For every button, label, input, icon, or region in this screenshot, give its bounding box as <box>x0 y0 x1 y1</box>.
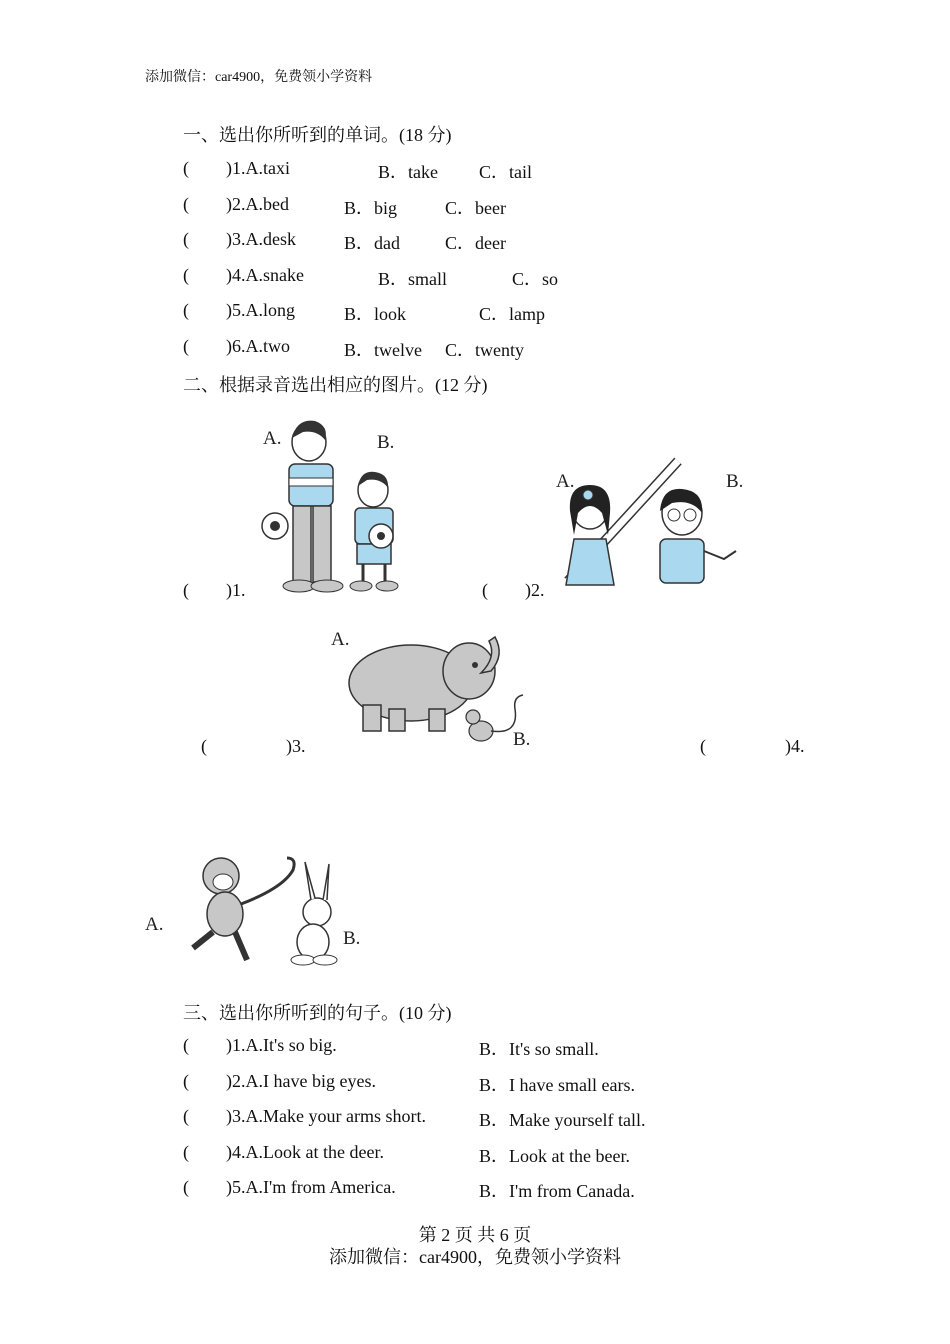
option-a: )4.A.Look at the deer. <box>226 1142 384 1162</box>
label-b: B. <box>343 928 361 949</box>
option-c: C．lamp <box>479 304 545 324</box>
answer-paren: ( <box>183 265 189 285</box>
answer-paren: ( <box>700 736 706 756</box>
answer-paren: ( <box>183 1035 189 1055</box>
option-b: B．look <box>344 304 407 324</box>
option-b: B．big <box>344 198 398 218</box>
answer-paren: ( <box>183 300 189 320</box>
answer-paren: ( <box>183 1106 189 1126</box>
item-number: )1. <box>226 580 246 600</box>
answer-paren: ( <box>183 158 189 178</box>
option-b: B．Make yourself tall. <box>479 1110 646 1130</box>
option-a: )3.A.desk <box>226 229 296 249</box>
option-a: )4.A.snake <box>226 265 304 285</box>
option-a: )5.A.I'm from America. <box>226 1177 396 1197</box>
option-a: )1.A.It's so big. <box>226 1035 337 1055</box>
label-a: A. <box>145 914 164 935</box>
option-a: )5.A.long <box>226 300 295 320</box>
section2-title: 二、根据录音选出相应的图片。(12 分) <box>183 375 488 395</box>
answer-paren: ( <box>183 229 189 249</box>
monkey-rabbit-illustration <box>143 848 365 970</box>
answer-paren: ( <box>183 1142 189 1162</box>
label-a: A. <box>331 629 350 650</box>
item-number: )2. <box>525 580 545 600</box>
option-b: B．Look at the beer. <box>479 1146 630 1166</box>
option-c: C．deer <box>445 233 506 253</box>
option-b: B．I'm from Canada. <box>479 1181 635 1201</box>
answer-paren: ( <box>183 580 189 600</box>
section3-title: 三、选出你所听到的句子。(10 分) <box>183 1003 452 1023</box>
option-a: )2.A.I have big eyes. <box>226 1071 376 1091</box>
option-c: C．so <box>512 269 559 289</box>
header-watermark: 添加微信：car4900，免费领小学资料 <box>145 70 373 85</box>
label-b: B. <box>513 729 531 750</box>
label-a: A. <box>556 471 575 492</box>
option-b: B．It's so small. <box>479 1039 599 1059</box>
answer-paren: ( <box>183 1177 189 1197</box>
elephant-mouse-illustration <box>329 625 535 752</box>
option-b: B．take <box>378 162 438 182</box>
option-b: B．dad <box>344 233 400 253</box>
option-a: )1.A.taxi <box>226 158 290 178</box>
girl-boy-ruler-illustration <box>554 455 748 593</box>
option-c: C．tail <box>479 162 532 182</box>
option-a: )3.A.Make your arms short. <box>226 1106 426 1126</box>
item-number: )3. <box>286 736 306 756</box>
section1-title: 一、选出你所听到的单词。(18 分) <box>183 125 452 145</box>
option-c: C．twenty <box>445 340 524 360</box>
label-b: B. <box>726 471 744 492</box>
option-b: B．twelve <box>344 340 422 360</box>
option-a: )6.A.two <box>226 336 290 356</box>
answer-paren: ( <box>201 736 207 756</box>
answer-paren: ( <box>183 194 189 214</box>
item-number: )4. <box>785 736 805 756</box>
label-b: B. <box>377 432 395 453</box>
page-number: 第 2 页 共 6 页 <box>418 1225 532 1245</box>
label-a: A. <box>263 428 282 449</box>
option-b: B．small <box>378 269 448 289</box>
option-a: )2.A.bed <box>226 194 289 214</box>
answer-paren: ( <box>183 336 189 356</box>
answer-paren: ( <box>183 1071 189 1091</box>
footer-watermark: 添加微信：car4900，免费领小学资料 <box>329 1247 621 1267</box>
option-b: B．I have small ears. <box>479 1075 635 1095</box>
boys-football-illustration <box>257 412 405 598</box>
option-c: C．beer <box>445 198 506 218</box>
answer-paren: ( <box>482 580 488 600</box>
